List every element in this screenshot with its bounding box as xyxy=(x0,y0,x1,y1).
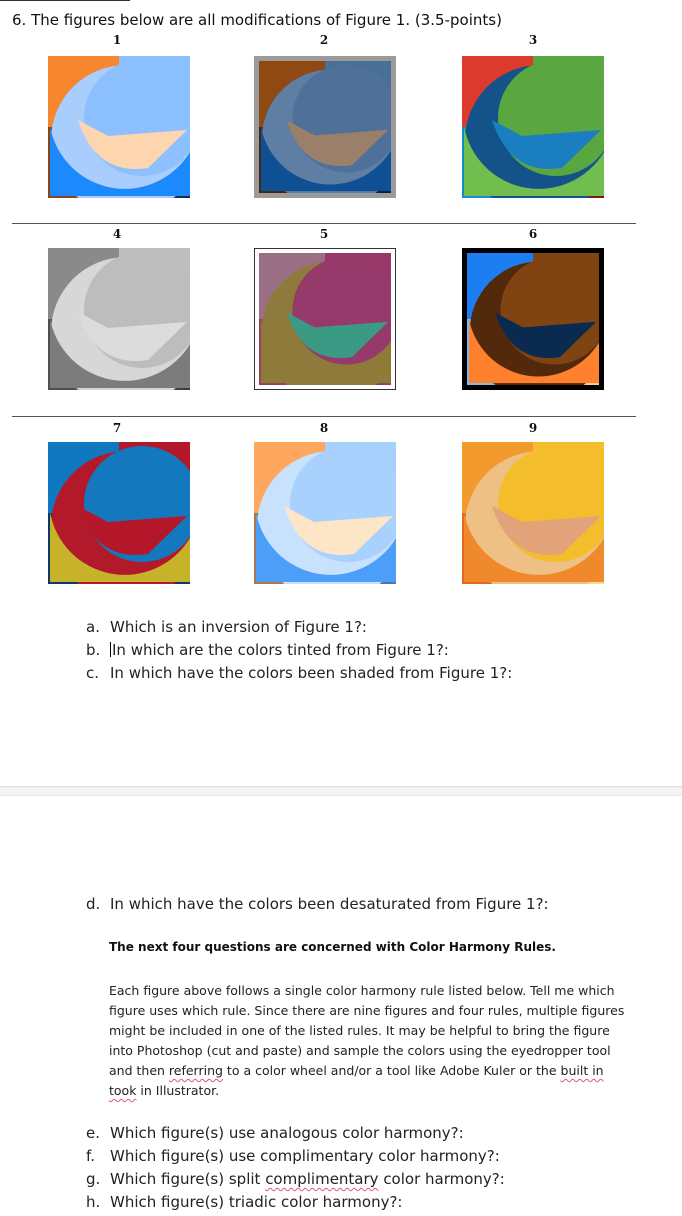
figure-9 xyxy=(462,442,604,584)
spellcheck-word[interactable]: complimentary xyxy=(265,1170,379,1188)
figure-graphic xyxy=(48,442,190,584)
figure-art xyxy=(462,56,604,198)
question-g: g. Which figure(s) split complimentary color harmony?: xyxy=(86,1170,505,1188)
figure-number: 4 xyxy=(112,227,122,241)
figure-1 xyxy=(48,56,190,198)
text-cursor xyxy=(110,642,111,657)
figure-graphic xyxy=(462,56,604,198)
figure-number: 5 xyxy=(319,227,329,241)
figure-graphic xyxy=(254,56,396,198)
figure-number: 3 xyxy=(528,33,538,47)
figure-number: 6 xyxy=(528,227,538,241)
figure-graphic xyxy=(462,248,604,390)
figure-3 xyxy=(462,56,604,198)
figure-number: 7 xyxy=(112,421,122,435)
spellcheck-word[interactable]: referring xyxy=(168,1063,223,1078)
figure-art xyxy=(467,253,604,390)
figure-2 xyxy=(254,56,396,198)
figure-4 xyxy=(48,248,190,390)
figure-art xyxy=(259,61,396,198)
figure-8 xyxy=(254,442,396,584)
figure-number: 8 xyxy=(319,421,329,435)
figure-graphic xyxy=(254,248,396,390)
figure-graphic xyxy=(462,442,604,584)
question-a: a. Which is an inversion of Figure 1?: xyxy=(86,618,367,636)
harmony-heading: The next four questions are concerned with Color Harmony Rules. xyxy=(109,940,556,954)
figure-number: 2 xyxy=(319,33,329,47)
question-f: f. Which figure(s) use complimentary color harmony?: xyxy=(86,1147,500,1165)
question-c: c. In which have the colors been shaded from Figure 1?: xyxy=(86,664,513,682)
figure-art xyxy=(254,442,396,584)
row-divider xyxy=(12,223,636,224)
question-h: h. Which figure(s) triadic color harmony?: xyxy=(86,1193,403,1211)
figure-art xyxy=(259,253,396,390)
figure-graphic xyxy=(48,248,190,390)
question-b: b. In which are the colors tinted from Figure 1?: xyxy=(86,641,449,659)
figure-art xyxy=(48,248,190,390)
figure-5 xyxy=(254,248,396,390)
figure-graphic xyxy=(48,56,190,198)
row-divider xyxy=(12,416,636,417)
figure-art xyxy=(48,56,190,198)
spellcheck-word[interactable]: took xyxy=(109,1083,137,1098)
question-d: d. In which have the colors been desaturated from Figure 1?: xyxy=(86,895,549,913)
top-rule xyxy=(0,0,130,1)
question-heading: 6. The figures below are all modifications of Figure 1. (3.5-points) xyxy=(12,11,502,29)
question-e: e. Which figure(s) use analogous color harmony?: xyxy=(86,1124,464,1142)
figure-7 xyxy=(48,442,190,584)
figure-art xyxy=(462,442,604,584)
instructions-paragraph: Each figure above follows a single color harmony rule listed below. Tell me which figure uses which rule. Since there are nine figures and four rules, multiple figures might be included in one of the listed rules. It may be helpful to bring the figure into Photoshop (cut and paste) and sample the colors using the eyedropper tool and then referring to a color wheel and/or a tool like Adobe Kuler or the built in took in Illustrator. xyxy=(109,983,625,1098)
figure-graphic xyxy=(254,442,396,584)
spellcheck-word[interactable]: built in xyxy=(560,1063,604,1078)
figure-6 xyxy=(462,248,604,390)
page-break xyxy=(0,786,682,796)
figure-number: 1 xyxy=(112,33,122,47)
figure-number: 9 xyxy=(528,421,538,435)
figure-art xyxy=(48,442,190,584)
